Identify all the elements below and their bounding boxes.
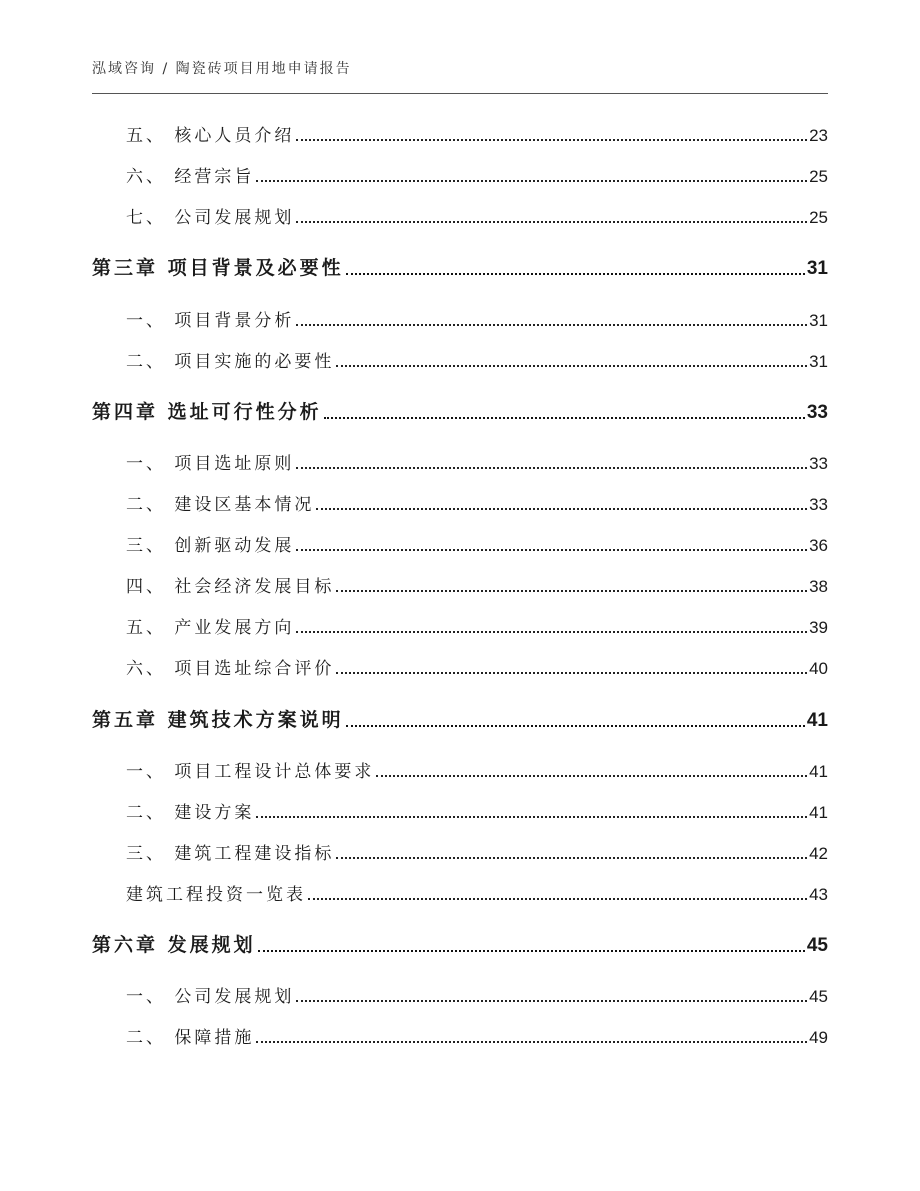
toc-entry-label: 二、 建设方案 [126, 803, 255, 823]
toc-entry[interactable] [126, 449, 828, 474]
dot-leader [296, 139, 807, 141]
toc-entry-label: 一、 项目选址原则 [126, 454, 295, 474]
toc-chapter-label: 第三章 项目背景及必要性 [92, 257, 344, 279]
toc-chapter-entry[interactable] [92, 930, 828, 957]
toc-entry-page: 42 [809, 844, 828, 863]
dot-leader [296, 549, 807, 551]
dot-leader [376, 775, 807, 777]
toc-entry-label: 一、 公司发展规划 [126, 987, 295, 1007]
toc-entry[interactable] [126, 982, 828, 1007]
page-header: 泓域咨询 / 陶瓷砖项目用地申请报告 [92, 61, 352, 77]
toc-entry-page: 31 [809, 311, 828, 330]
toc-chapter-label: 第六章 发展规划 [92, 934, 256, 956]
toc-entry-page: 41 [809, 803, 828, 822]
toc-chapter-entry[interactable] [92, 253, 828, 280]
toc-entry[interactable] [126, 162, 828, 187]
toc-entry[interactable] [126, 203, 828, 228]
dot-leader [336, 365, 807, 367]
toc-entry-page: 23 [809, 126, 828, 145]
toc-entry[interactable] [126, 654, 828, 679]
toc-entry[interactable] [126, 490, 828, 515]
toc-entry-label: 二、 项目实施的必要性 [126, 352, 335, 372]
toc-entry[interactable] [126, 531, 828, 556]
dot-leader [258, 950, 805, 952]
toc-entry-page: 41 [809, 762, 828, 781]
toc-chapter-entry[interactable] [92, 397, 828, 424]
toc-entry-page: 36 [809, 536, 828, 555]
dot-leader [256, 816, 807, 818]
dot-leader [336, 857, 807, 859]
toc-entry-label: 六、 项目选址综合评价 [126, 659, 335, 679]
toc-entry-page: 43 [809, 885, 828, 904]
toc-entry-label: 建筑工程投资一览表 [126, 885, 306, 905]
toc-chapter-page: 31 [806, 258, 828, 279]
toc-entry[interactable] [126, 306, 828, 331]
toc-entry[interactable] [126, 839, 828, 864]
toc-entry[interactable] [126, 757, 828, 782]
toc-entry[interactable] [126, 347, 828, 372]
dot-leader [256, 180, 807, 182]
dot-leader [296, 1000, 807, 1002]
toc-entry-label: 一、 项目工程设计总体要求 [126, 762, 375, 782]
dot-leader [308, 898, 807, 900]
toc-entry-label: 二、 保障措施 [126, 1028, 255, 1048]
toc-entry-page: 25 [809, 167, 828, 186]
toc-chapter-label: 第五章 建筑技术方案说明 [92, 709, 344, 731]
toc-entry-label: 五、 产业发展方向 [126, 618, 295, 638]
dot-leader [346, 725, 805, 727]
toc-entry-label: 三、 建筑工程建设指标 [126, 844, 335, 864]
dot-leader [296, 631, 807, 633]
toc-chapter-label: 第四章 选址可行性分析 [92, 401, 322, 423]
dot-leader [256, 1041, 807, 1043]
toc-chapter-page: 33 [806, 402, 828, 423]
dot-leader [346, 273, 805, 275]
dot-leader [336, 672, 807, 674]
toc-entry[interactable] [126, 1023, 828, 1048]
toc-entry[interactable] [126, 121, 828, 146]
toc-chapter-page: 41 [806, 710, 828, 731]
toc-entry-page: 25 [809, 208, 828, 227]
toc-entry-label: 七、 公司发展规划 [126, 208, 295, 228]
header-divider [92, 93, 828, 94]
dot-leader [336, 590, 807, 592]
toc-entry-label: 四、 社会经济发展目标 [126, 577, 335, 597]
dot-leader [296, 467, 807, 469]
toc-entry-label: 五、 核心人员介绍 [126, 126, 295, 146]
dot-leader [296, 221, 807, 223]
toc-entry-page: 40 [809, 659, 828, 678]
toc-entry-page: 39 [809, 618, 828, 637]
toc-entry-page: 45 [809, 987, 828, 1006]
dot-leader [324, 417, 805, 419]
toc-entry[interactable] [126, 798, 828, 823]
toc-chapter-entry[interactable] [92, 705, 828, 732]
toc-entry[interactable] [126, 572, 828, 597]
toc-entry-label: 六、 经营宗旨 [126, 167, 255, 187]
toc-entry-label: 一、 项目背景分析 [126, 311, 295, 331]
toc-entry-page: 33 [809, 495, 828, 514]
toc-entry-label: 三、 创新驱动发展 [126, 536, 295, 556]
toc-entry-page: 38 [809, 577, 828, 596]
toc-entry[interactable] [126, 880, 828, 905]
toc-entry-page: 33 [809, 454, 828, 473]
toc-entry-page: 49 [809, 1028, 828, 1047]
toc-entry-page: 31 [809, 352, 828, 371]
toc-entry-label: 二、 建设区基本情况 [126, 495, 315, 515]
dot-leader [296, 324, 807, 326]
toc-entry[interactable] [126, 613, 828, 638]
toc-chapter-page: 45 [806, 935, 828, 956]
dot-leader [316, 508, 807, 510]
